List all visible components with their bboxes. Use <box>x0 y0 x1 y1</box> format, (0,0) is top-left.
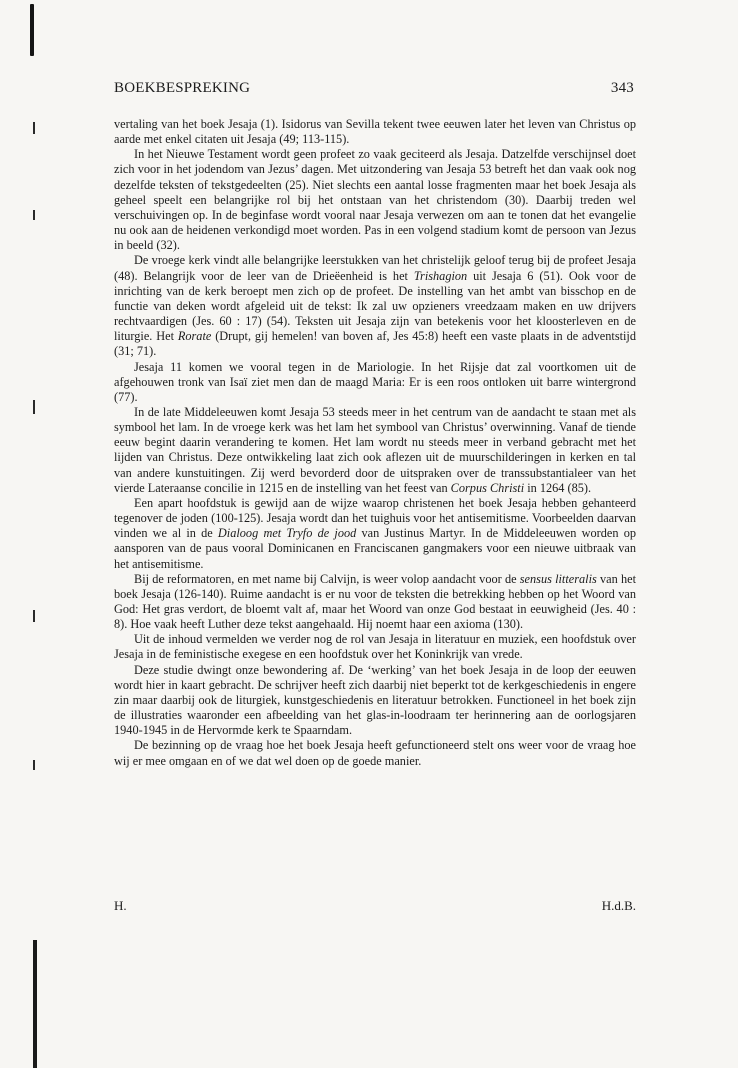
paragraph: Jesaja 11 komen we vooral tegen in de Mariologie. In het Rijsje dat zal voortkomen uit de afgehouwen tronk van Isaï ziet men dan de maagd Maria: Er is een roos ontloken uit barre wintergrond (77). <box>114 359 636 404</box>
article-body <box>114 117 636 769</box>
signature <box>114 898 636 916</box>
paragraph: Een apart hoofdstuk is gewijd aan de wijze waarop christenen het boek Jesaja hebben gehanteerd tegenover de joden (100-125). Jesaja wordt dan het tuighuis voor het antisemitisme. Voorbeelden daarvan vinden we al in de Dialoog met Tryfo de jood van Justinus Martyr. In de Middeleeuwen worden op aansporen van de paus vooral Dominicanen en Franciscanen gangmakers voor een nieuwe uitbraak van het antisemitisme. <box>114 495 637 571</box>
paragraph: De bezinning op de vraag hoe het boek Jesaja heeft gefunctioneerd stelt ons weer voor de vraag hoe wij er mee omgaan en of we dat wel doen op de goede manier. <box>114 738 636 768</box>
scan-edge-mark <box>33 210 35 220</box>
signature-right: H.d.B. <box>601 898 636 913</box>
paragraph: Bij de reformatoren, en met name bij Calvijn, is weer volop aandacht voor de sensus litteralis van het boek Jesaja (126-140). Ruime aandacht is er nu voor de teksten die betrekking hebben op het Woord van God: Het gras verdort, de bloemt valt af, maar het Woord van onze God bestaat in eeuwigheid (Jes. 40 : 8). Hoe vaak heeft Luther deze tekst aangehaald. Hij noemt haar een axioma (130). <box>114 571 636 632</box>
page-number: 343 <box>610 80 634 96</box>
paragraph: Deze studie dwingt onze bewondering af. De ‘werking’ van het boek Jesaja in de loop der eeuwen wordt hier in kaart gebracht. De schrijver heeft zich daarbij niet beperkt tot de kerkgeschiedenis in engere zin maar daarbij ook de liturgiek, kunstgeschiedenis en literatuur betrokken. Functioneel in het boek zijn de illustraties waaronder een afbeelding van het glas-in-loodraam ter herinnering aan de oorlogsjaren 1940-1945 in de Hervormde kerk te Spaarndam. <box>114 662 636 738</box>
italic-term: Corpus Christi <box>450 480 525 495</box>
paragraph: vertaling van het boek Jesaja (1). Isidorus van Sevilla tekent twee eeuwen later het leven van Christus op aarde met enkel citaten uit Jesaja (49; 113-115). <box>114 117 636 147</box>
italic-term: Rorate <box>177 329 212 344</box>
running-header <box>114 80 634 102</box>
scan-edge-mark <box>33 760 35 770</box>
scan-edge-mark <box>33 122 35 134</box>
italic-term: sensus litteralis <box>519 571 597 586</box>
italic-title: Dialoog met Tryfo de jood <box>217 526 357 541</box>
scan-edge-mark <box>33 610 35 622</box>
running-title: BOEKBESPREKING <box>114 80 251 96</box>
signature-left: H. <box>114 898 127 913</box>
paragraph: In het Nieuwe Testament wordt geen profeet zo vaak geciteerd als Jesaja. Datzelfde verschijnsel doet zich voor in het jodendom van Jezus’ dagen. Met uitzondering van Jesaja 53 betreft het dan vaak ook nog dezelfde teksten of tekstgedeelten (25). Niet slechts een aantal losse fragmenten maar het boek Jesaja als geheel speelt een belangrijke rol bij het ontstaan van het christendom (30). Daarbij treden wel verschuivingen op. In de beginfase wordt vooral naar Jesaja verwezen om aan te tonen dat het evangelie nu ook aan de heidenen verkondigd moet worden. Pas in een volgend stadium komt de persoon van Jezus in beeld (32). <box>114 147 636 253</box>
paragraph: In de late Middeleeuwen komt Jesaja 53 steeds meer in het centrum van de aandacht te staan met als symbool het lam. In de vroege kerk was het lam het symbool van Christus’ overwinning. Vanaf de tiende eeuw begint daarin verandering te komen. Het lam wordt nu steeds meer in verband gebracht met het lijden van Christus. Deze ontwikkeling laat zich ook aflezen uit de muurschilderingen in kerken en tal van andere kunstuitingen. Zij werd bevorderd door de uitspraken over de transsubstantialeer van het vierde Lateraanse concilie in 1215 en de instelling van het feest van Corpus Christi in 1264 (85). <box>114 404 636 495</box>
scan-edge-mark-bottom <box>33 940 37 1068</box>
italic-term: Trishagion <box>413 268 468 283</box>
scan-edge-mark-top <box>30 4 34 56</box>
scan-edge-mark <box>33 400 35 414</box>
paragraph: Uit de inhoud vermelden we verder nog de rol van Jesaja in literatuur en muziek, een hoofdstuk over Jesaja in de feministische exegese en een hoofdstuk over het Koninkrijk van vrede. <box>114 632 636 662</box>
paragraph: De vroege kerk vindt alle belangrijke leerstukken van het christelijk geloof terug bij de profeet Jesaja (48). Belangrijk voor de leer van de Drieëenheid is het Trishagion uit Jesaja 6 (51). Ook voor de inrichting van de kerk beroept men zich op de profeet. De instelling van het ambt van bisschop en de functie van deken wordt afgeleid uit de tekst: Ik zal uw opzieners vreedzaam maken en uw drijvers rechtvaardigen (Jes. 60 : 17) (54). Teksten uit Jesaja zijn van betekenis voor het kloosterleven en de liturgie. Het Rorate (Drupt, gij hemelen! van boven af, Jes 45:8) heeft een vaste plaats in de adventstijd (31; 71). <box>114 253 636 359</box>
